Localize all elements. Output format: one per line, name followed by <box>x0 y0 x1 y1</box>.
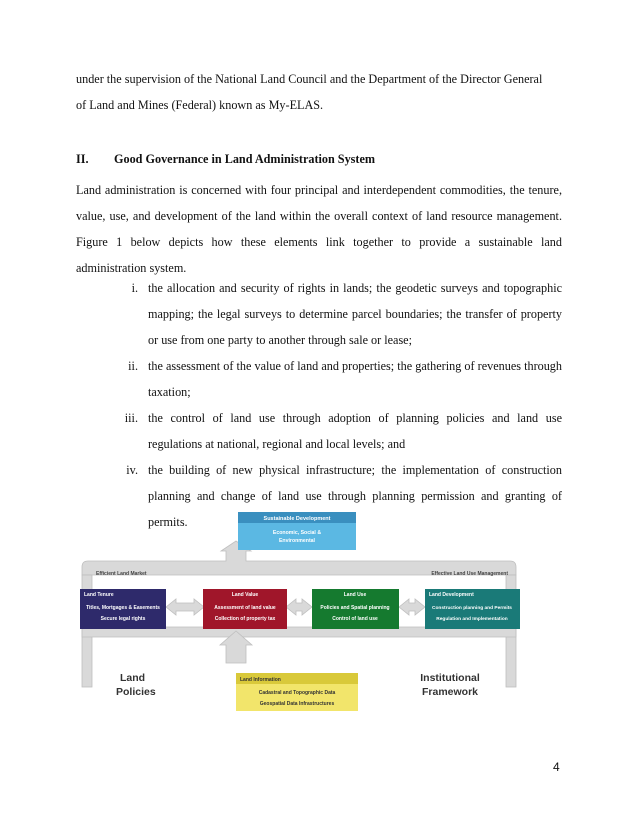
sustainable-line2: Environmental <box>278 538 316 544</box>
effective-land-use-label: Effective Land Use Management <box>431 571 508 577</box>
list-text: the assessment of the value of land and properties; the gathering of revenues through taxation; <box>148 359 562 399</box>
list-text: the building of new physical infrastructure; the implementation of construction planning and change of land use through planning permission and granting of permits. <box>148 463 562 529</box>
sustainable-title: Sustainable Development <box>263 516 331 522</box>
use-line2: Control of land use <box>332 616 378 622</box>
list-number: ii. <box>128 359 138 373</box>
development-line2: Regulation and Implementation <box>436 617 508 622</box>
section-number: II. <box>76 152 89 166</box>
list-text: the allocation and security of rights in lands; the geodetic surveys and topographic mapping; the legal surveys to determine parcel boundaries; the transfer of property or use from one party to another through sale or lease; <box>148 281 562 347</box>
double-arrow-3 <box>399 599 425 615</box>
institutional-line1: Institutional <box>420 672 480 684</box>
land-development-box <box>425 589 520 629</box>
land-tenure-box <box>80 589 166 629</box>
land-administration-diagram <box>76 503 522 721</box>
intro-line-1: under the supervision of the National Land Council and the Department of the Director General <box>76 72 543 86</box>
information-line2: Geospatial Data Infrastructures <box>259 701 335 707</box>
page-number: 4 <box>553 760 560 774</box>
value-line2: Collection of property tax <box>214 616 276 622</box>
tenure-line1: Titles, Mortgages & Easements <box>86 605 160 611</box>
sustainable-line1: Economic, Social & <box>272 530 322 536</box>
land-policies-line2: Policies <box>116 686 156 698</box>
double-arrow-2 <box>286 599 312 615</box>
section-heading <box>76 146 375 172</box>
tenure-title: Land Tenure <box>84 592 114 598</box>
sustainable-development-box <box>238 512 356 550</box>
list-number: iii. <box>124 411 138 425</box>
body-paragraph: Land administration is concerned with four principal and interdependent commodities, the tenure, value, use, and development of the land within the overall context of land resource management. Figure 1 below depicts how these elements link together to provide a sustainable land administration system. <box>76 183 562 275</box>
tenure-line2: Secure legal rights <box>100 616 146 622</box>
use-line1: Policies and Spatial planning <box>320 605 390 611</box>
use-title: Land Use <box>343 592 367 598</box>
double-arrow-1 <box>166 599 204 615</box>
information-title: Land Information <box>240 677 281 683</box>
land-use-box <box>312 589 399 629</box>
value-line1: Assessment of land value <box>214 605 276 611</box>
land-value-box <box>203 589 287 629</box>
efficient-land-market-label: Efficient Land Market <box>96 571 147 577</box>
land-information-box <box>236 673 358 711</box>
land-policies-line1: Land <box>120 672 146 684</box>
intro-line-2: of Land and Mines (Federal) known as My-ELAS. <box>76 98 324 112</box>
institutional-line2: Framework <box>421 686 479 698</box>
information-line1: Cadastral and Topographic Data <box>258 690 336 696</box>
list-text: the control of land use through adoption of planning policies and land use regulations at national, regional and local levels; and <box>148 411 562 451</box>
development-line1: Construction planning and Permits <box>432 606 512 611</box>
development-title: Land Development <box>429 592 474 598</box>
section-title: Good Governance in Land Administration System <box>114 152 376 166</box>
value-title: Land Value <box>231 592 259 598</box>
list-number: iv. <box>126 463 138 477</box>
list-number: i. <box>131 281 138 295</box>
